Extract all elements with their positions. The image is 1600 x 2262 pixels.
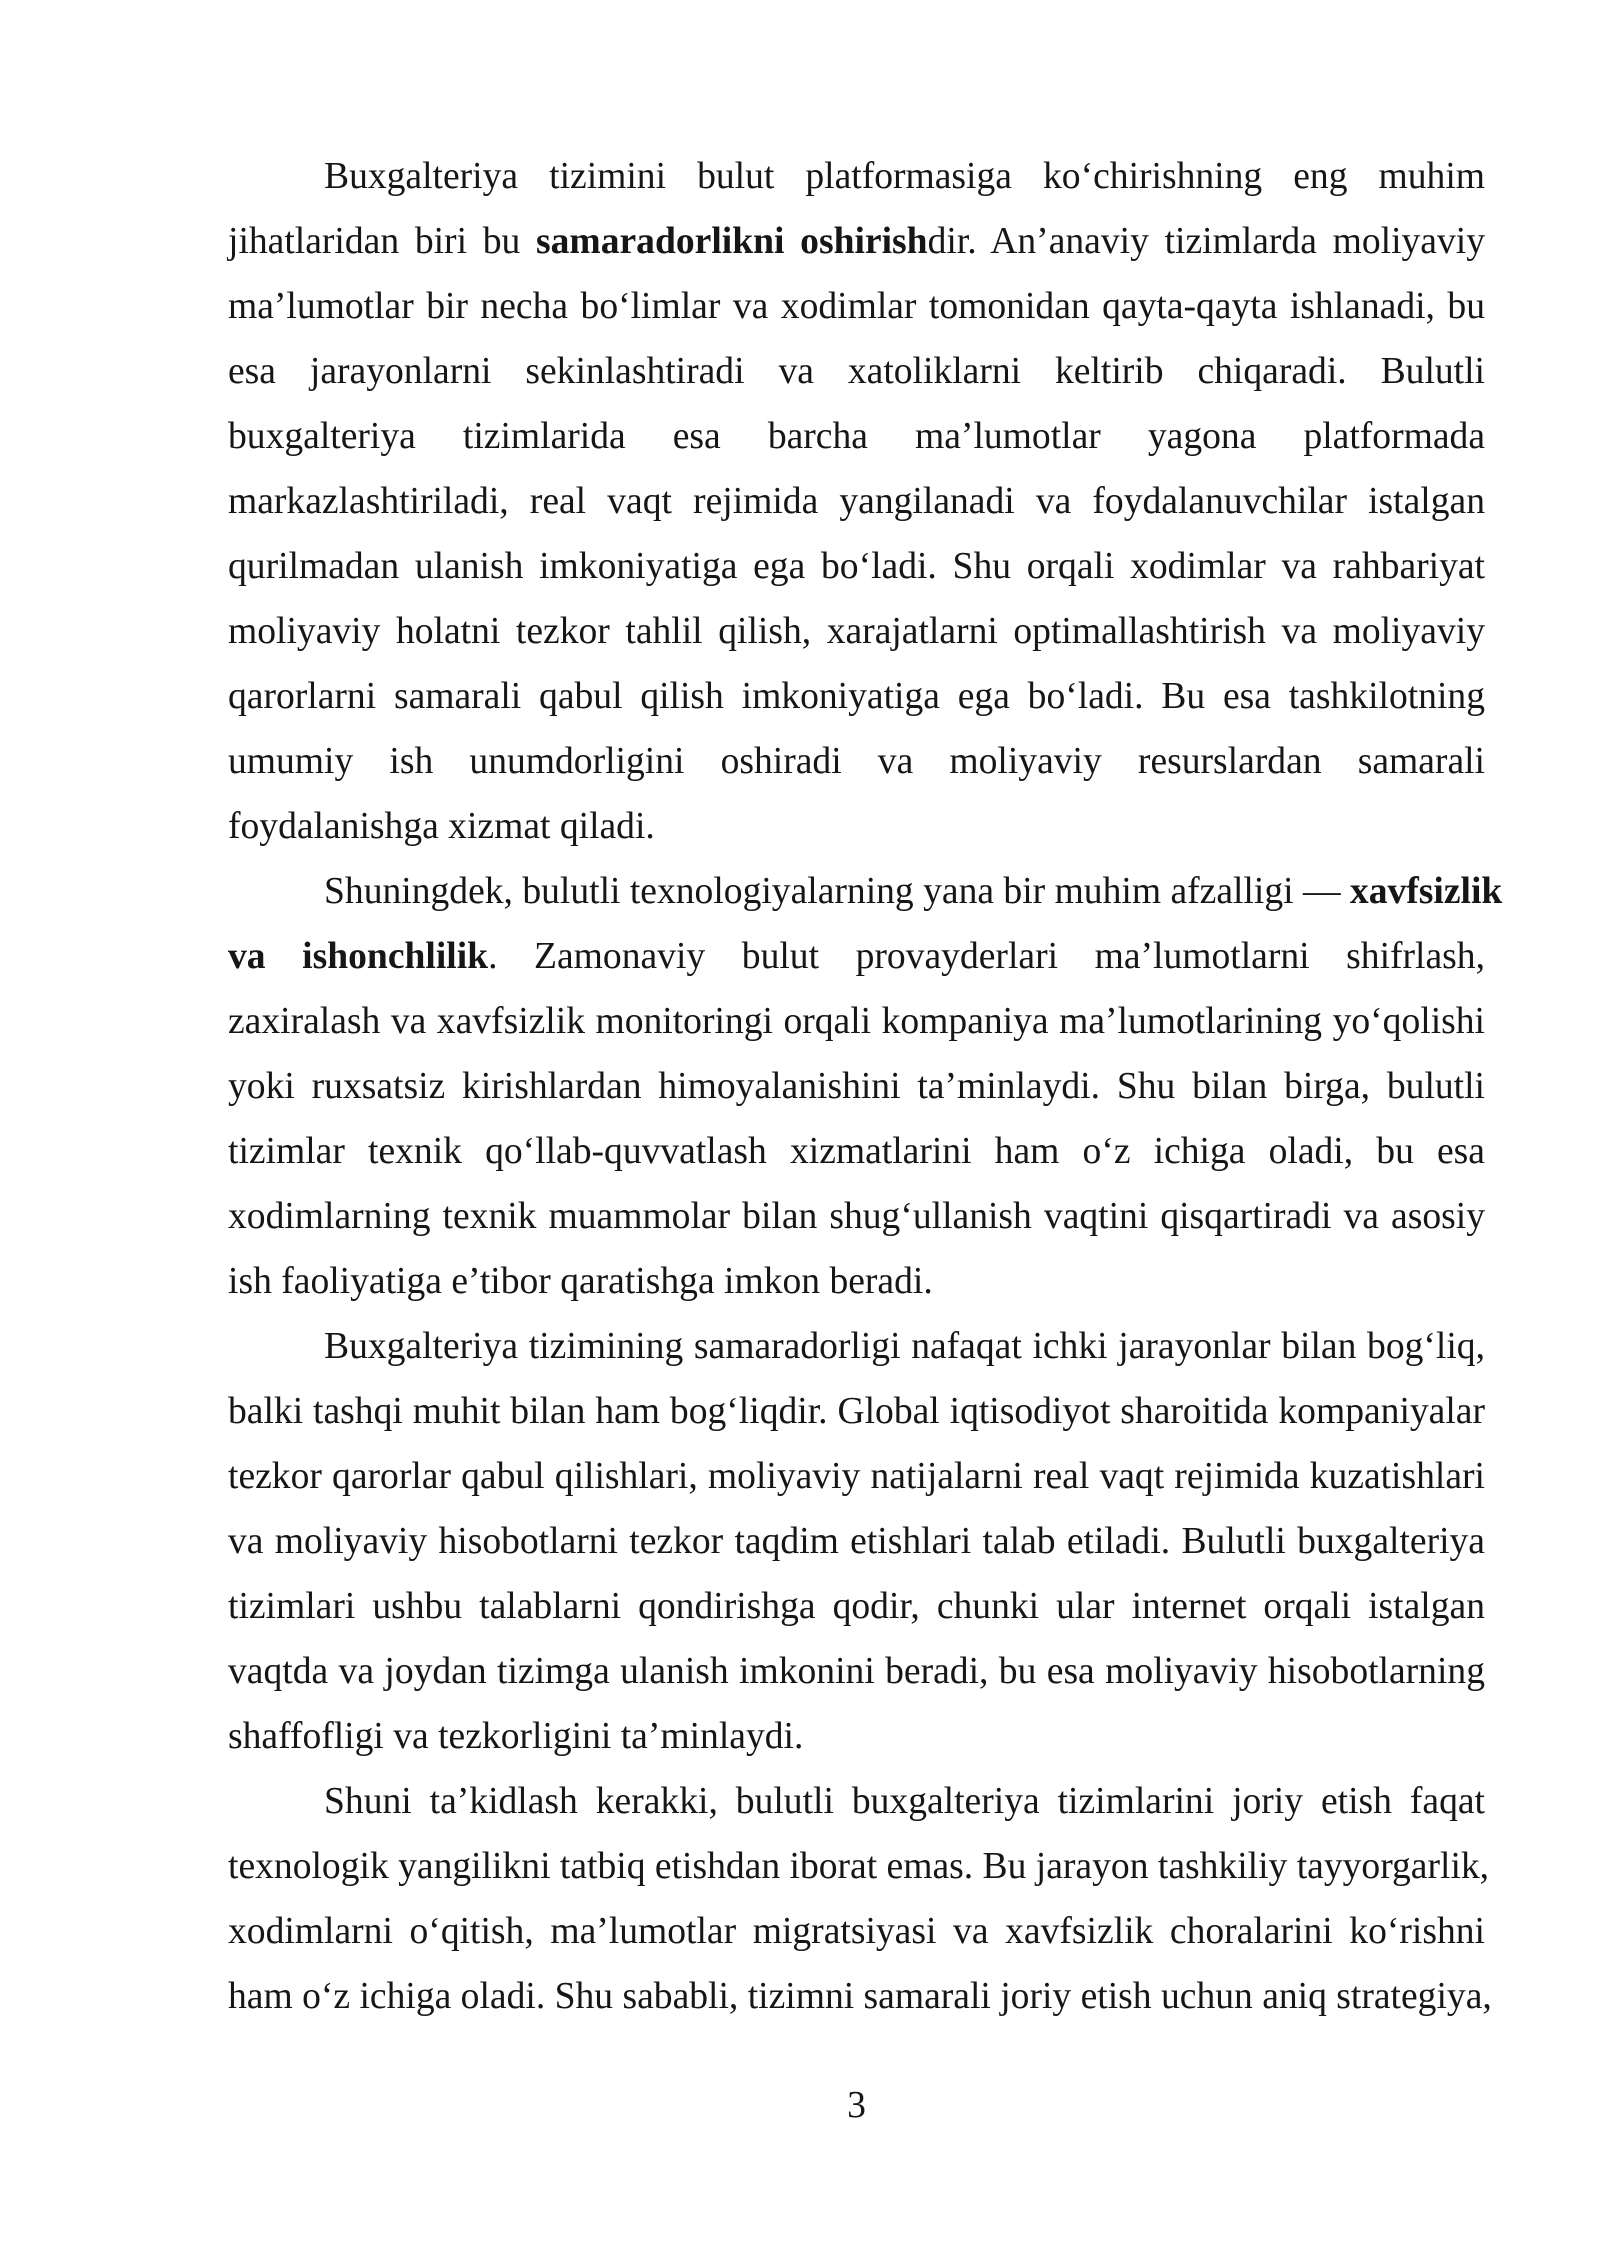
text-line [228,859,1503,924]
text-run: shaffofligi va tezkorligini ta’minlaydi. [228,1716,804,1757]
text-line [228,339,1485,404]
text-line [228,1379,1485,1444]
text-line [228,1249,1485,1314]
bold-text: va ishonchlilik [228,936,489,977]
text-run: Shuningdek, bulutli texnologiyalarning yana bir muhim afzalligi — [324,871,1350,912]
text-run: qurilmadan ulanish imkoniyatiga ega bo‘ladi. Shu orqali xodimlar va rahbariyat [228,546,1485,587]
text-run: buxgalteriya tizimlarida esa barcha ma’lumotlar yagona platformada [228,416,1485,457]
bold-text: xavfsizlik [1349,871,1503,912]
text-line [228,794,1485,859]
text-run: Buxgalteriya tizimining samaradorligi nafaqat ichki jarayonlar bilan bog‘liq, [324,1326,1485,1367]
text-line [228,924,1485,989]
text-run: ish faoliyatiga e’tibor qaratishga imkon beradi. [228,1261,933,1302]
text-run: esa jarayonlarni sekinlashtiradi va xatoliklarni keltirib chiqaradi. Bulutli [228,351,1485,392]
text-line [228,469,1485,534]
text-line [228,599,1485,664]
text-line [228,1509,1485,1574]
body-text [228,144,1503,2029]
paragraph [228,144,1485,859]
paragraph [228,859,1503,1314]
text-run: qarorlarni samarali qabul qilish imkoniyatiga ega bo‘ladi. Bu esa tashkilotning [228,676,1485,717]
text-run: foydalanishga xizmat qiladi. [228,806,655,847]
text-run: va moliyaviy hisobotlarni tezkor taqdim etishlari talab etiladi. Bulutli buxgalteriya [228,1521,1485,1562]
text-run: balki tashqi muhit bilan ham bog‘liqdir. Global iqtisodiyot sharoitida kompaniyalar [228,1391,1485,1432]
text-line [228,1639,1485,1704]
paragraph [228,1769,1492,2029]
paragraph [228,1314,1485,1769]
text-line [228,1314,1485,1379]
text-line [228,1574,1485,1639]
text-line [228,209,1485,274]
text-line [228,404,1485,469]
text-run: Buxgalteriya tizimini bulut platformasiga ko‘chirishning eng muhim [324,156,1485,197]
text-line [228,1444,1485,1509]
text-line [228,729,1485,794]
text-run: dir. An’anaviy tizimlarda moliyaviy [927,221,1485,262]
text-line [228,1054,1485,1119]
text-line [228,1769,1485,1834]
text-run: . Zamonaviy bulut provayderlari ma’lumotlarni shifrlash, [488,936,1485,977]
text-line [228,1119,1485,1184]
text-line [228,1834,1490,1899]
text-line [228,1704,1485,1769]
page-number: 3 [847,2085,866,2126]
text-run: yoki ruxsatsiz kirishlardan himoyalanishini ta’minlaydi. Shu bilan birga, bulutli [228,1066,1485,1107]
text-line [228,144,1485,209]
text-run: tezkor qarorlar qabul qilishlari, moliyaviy natijalarni real vaqt rejimida kuzatishlari [228,1456,1485,1497]
text-line [228,1964,1492,2029]
text-line [228,534,1485,599]
text-line [228,274,1485,339]
text-line [228,664,1485,729]
text-run: xodimlarni o‘qitish, ma’lumotlar migratsiyasi va xavfsizlik choralarini ko‘rishni [228,1911,1485,1952]
text-run: markazlashtiriladi, real vaqt rejimida yangilanadi va foydalanuvchilar istalgan [228,481,1485,522]
text-run: ma’lumotlar bir necha bo‘limlar va xodimlar tomonidan qayta-qayta ishlanadi, bu [228,286,1485,327]
text-run: tizimlari ushbu talablarni qondirishga qodir, chunki ular internet orqali istalgan [228,1586,1485,1627]
text-line [228,1899,1485,1964]
text-run: zaxiralash va xavfsizlik monitoringi orqali kompaniya ma’lumotlarining yo‘qolishi [228,1001,1485,1042]
text-run: xodimlarning texnik muammolar bilan shug‘ullanish vaqtini qisqartiradi va asosiy [228,1196,1485,1237]
text-run: umumiy ish unumdorligini oshiradi va moliyaviy resurslardan samarali [228,741,1485,782]
text-run: texnologik yangilikni tatbiq etishdan iborat emas. Bu jarayon tashkiliy tayyorgarlik, [228,1846,1490,1887]
text-run: ham o‘z ichiga oladi. Shu sababli, tizimni samarali joriy etish uchun aniq strategiya, [228,1976,1492,2017]
text-line [228,1184,1485,1249]
text-run: tizimlar texnik qo‘llab-quvvatlash xizmatlarini ham o‘z ichiga oladi, bu esa [228,1131,1485,1172]
text-run: vaqtda va joydan tizimga ulanish imkonini beradi, bu esa moliyaviy hisobotlarning [228,1651,1485,1692]
text-run: Shuni ta’kidlash kerakki, bulutli buxgalteriya tizimlarini joriy etish faqat [324,1781,1485,1822]
text-run: moliyaviy holatni tezkor tahlil qilish, xarajatlarni optimallashtirish va moliyaviy [228,611,1485,652]
bold-text: samaradorlikni oshirish [536,221,928,262]
text-line [228,989,1485,1054]
text-run: jihatlaridan biri bu [228,221,536,262]
